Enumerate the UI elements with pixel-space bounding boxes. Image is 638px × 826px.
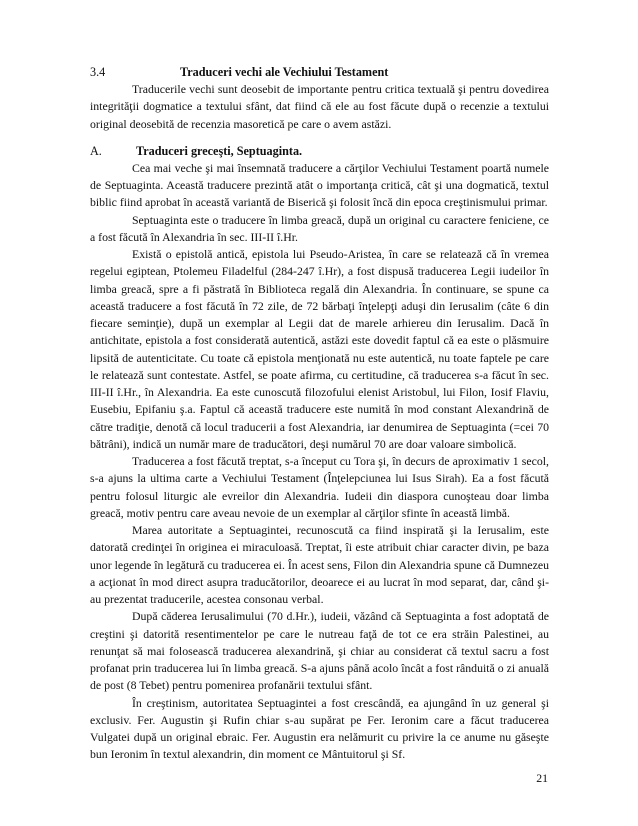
subsection-heading [90,143,549,160]
paragraph: Marea autoritate a Septuagintei, recunoscută ca fiind inspirată şi la Ierusalim, este datorată credinţei în originea ei miraculoasă. Treptat, îi este atribuit chiar caracter divin, pe baza unor legende în legătură cu traducerea ei. În acest sens, Filon din Alexandria spune că Dumnezeu a acţionat în mod direct asupra traducătorilor, deoarece ei au lucrat în mod separat, dar, când şi-au prezentat traducerile, acestea consonau verbal. [90,523,549,606]
subsection-letter: A. [90,143,102,158]
section-title: Traduceri vechi ale Vechiului Testament [180,65,389,79]
page-content [90,64,549,764]
paragraph: După căderea Ierusalimului (70 d.Hr.), iudeii, văzând că Septuaginta a fost adoptată de creştini şi datorită resentimentelor pe care le nutreau faţă de tot ce era străin Palestinei, au renunţat să mai folosească traducerea alexandrină, şi chiar au considerat că textul sacru a fost profanat prin traducerea lui în limba greacă. S-a ajuns până acolo încât a fost rânduită o zi anuală de post (8 Tebet) pentru pomenirea profanării textului sfânt. [90,609,549,693]
paragraph: Cea mai veche şi mai însemnată traducere a cărţilor Vechiului Testament poartă numele de Septuaginta. Această traducere prezintă atât o importanţa critică, cât şi una dogmatică, textul biblic fiind aprobat în această variantă de Biserică şi folosit încă din epoca creştinismului primar. [90,160,549,210]
paragraph: Traducerea a fost făcută treptat, s-a început cu Tora şi, în decurs de aproximativ 1 secol, s-a ajuns la ultima carte a Vechiului Testament (Înţelepciunea lui Isus Sirah). Ea a fost făcută pentru folosul liturgic ale evreilor din Alexandria. Iudeii din diaspora cunoşteau doar limba greacă, motiv pentru care aveau nevoie de un exemplar al cărţilor sfinte în această limbă. [90,454,549,520]
page-number: 21 [536,771,548,785]
paragraph: În creştinism, autoritatea Septuagintei a fost crescândă, ea ajungând în uz general şi exclusiv. Fer. Augustin şi Rufin chiar s-au supărat pe Fer. Ieronim care a făcut traducerea Vulgatei după un original ebraic. Fer. Augustin era nelămurit cu privire la ce anume nu găseşte bun Ieronim în textul alexandrin, din moment ce Mântuitorul şi Sf. [90,695,549,762]
paragraph: Septuaginta este o traducere în limba greacă, după un original cu caractere feniciene, ce a fost făcută în Alexandria în sec. III-II î.Hr. [90,212,549,244]
section-intro-paragraph: Traducerile vechi sunt deosebit de importante pentru critica textuală şi pentru dovedirea integrităţii dogmatice a textului sfânt, dat fiind că ele au fost făcute după o recenzie a textului original deosebită de recenzia masoretică pe care o avem astăzi. [90,82,549,131]
section-number: 3.4 [90,65,106,79]
spacer [90,133,549,143]
section-heading [90,64,549,81]
subsection-title: Traduceri greceşti, Septuaginta. [136,143,303,158]
paragraph: Există o epistolă antică, epistola lui Pseudo-Aristea, în care se relatează că în vremea regelui egiptean, Ptolemeu Filadelful (284-247 î.Hr), a fost dispusă traducerea Legii iudeilor în limba greacă, spre a fi păstrată în Biblioteca regală din Alexandria. În continuare, se spune ca această traducere a fost făcută în 72 zile, de 72 bărbaţi înţelepţi aduşi din Ierusalim (câte 6 din fiecare seminţie), după un exemplar al Legii dat de marele arhiereu din Ierusalim. Dacă în antichitate, epistola a fost considerată autentică, astăzi este dovedit faptul că ea este o plăsmuire lipsită de autenticitate. Cu toate că epistola menţionată nu este autentică, nu toate faptele pe care le relatează sunt contestate. Astfel, se poate afirma, cu certitudine, că traducerea s-a făcut în sec. III-II î.Hr., în Alexandria. Ea este cunoscută filozofului elenist Aristobul, lui Filon, Iosif Flaviu, Eusebiu, Epifaniu ş.a. Faptul că această traducere este numită în mod constant Alexandrină de către tradiţie, denotă că locul traducerii a fost Alexandria, iar denumirea de Septuaginta (=cei 70 bătrâni), indică un număr mare de traducători, deşi numărul 70 are doar valoare simbolică. [90,247,549,451]
